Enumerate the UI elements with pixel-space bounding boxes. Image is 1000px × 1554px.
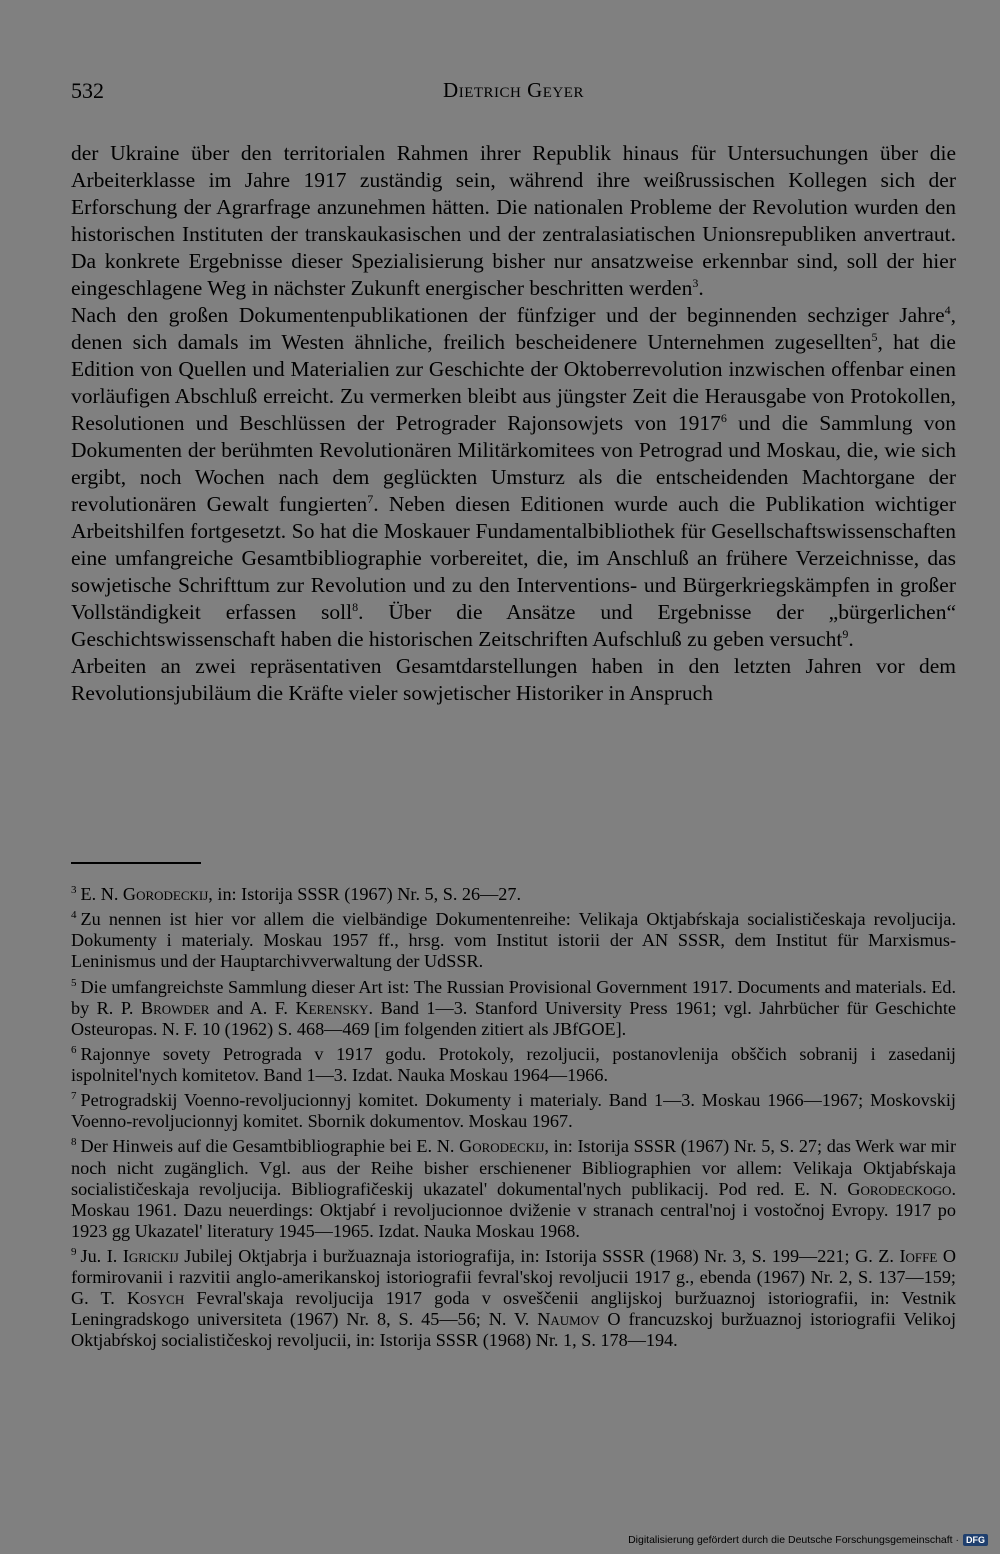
footnote-6: $^6$ Rajonnye sovety Petrograda v 1917 godu. Protokoly, rezoljucii, postanovlenija obščich sobranij i zasedanij ispolnitel'nych komitetov. Band 1—3. Izdat. Nauka Moskau 1964—1966. <box>71 1043 956 1085</box>
digitization-credit <box>628 1534 988 1546</box>
paragraph-1: der Ukraine über den territorialen Rahmen ihrer Republik hinaus für Untersuchungen über die Arbeiterklasse im Jahre 1917 zuständig sein, während ihre weißrussischen Kollegen sich der Erforschung der Agrarfrage anzunehmen hätten. Die nationalen Probleme der Revolution wurden den historischen Instituten der transkaukasischen und der zentralasiatischen Unionsrepubliken anvertraut. Da konkrete Ergebnisse dieser Spezialisierung bisher nur ansatzweise erkennbar sind, soll der hier eingeschlagene Weg in nächster Zukunft energischer beschritten werden$^3$. <box>71 141 956 300</box>
dfg-logo-icon: DFG <box>963 1534 988 1546</box>
footnote-rule <box>71 862 201 864</box>
footnote-ref: 7 <box>367 491 374 506</box>
footnote-ref: 3 <box>692 275 699 290</box>
footnote-ref: 4 <box>944 302 951 317</box>
paragraph-2: Nach den großen Dokumentenpublikationen der fünfziger und der beginnenden sechziger Jahre$^4$, denen sich damals im Westen ähnliche, freilich bescheidenere Unternehmen zugesellten$^5$, hat die Edition von Quellen und Materialien zur Geschichte der Oktoberrevolution inzwischen offenbar einen vorläufigen Abschluß erreicht. Zu vermerken bleibt aus jüngster Zeit die Herausgabe von Protokollen, Resolutionen und Beschlüssen der Petrograder Rajonsowjets von 1917$^6$ und die Sammlung von Dokumenten der berühmten Revolutionären Militärkomitees von Petrograd und Moskau, die, wie sich ergibt, noch Wochen nach dem geglückten Umsturz als die entscheidenden Machtorgane der revolutionären Gewalt fungierten$^7$. Neben diesen Editionen wurde auch die Publikation wichtiger Arbeitshilfen fortgesetzt. So hat die Moskauer Fundamentalbibliothek für Gesellschaftswissenschaften eine umfangreiche Gesamtbibliographie vorbereitet, die, im Anschluß an frühere Verzeichnisse, das sowjetische Schrifttum zur Revolution und zu den Interventions- und Bürgerkriegskämpfen in großer Vollständigkeit erfassen soll$^8$. Über die Ansätze und Ergebnisse der „bürgerlichen“ Geschichtswissenschaft haben die historischen Zeitschriften Aufschluß zu geben versucht$^9$. <box>71 302 956 651</box>
footnote-4: $^4$ Zu nennen ist hier vor allem die vielbändige Dokumentenreihe: Velikaja Oktjabŕskaja socialističeskaja revoljucija. Dokumenty i materialy. Moskau 1957 ff., hrsg. vom Institut istorii der AN SSSR, dem Institut für Marxismus-Leninismus und der Hauptarchivverwaltung der UdSSR. <box>71 909 956 972</box>
footnote-7: $^7$ Petrogradskij Voenno-revoljucionnyj komitet. Dokumenty i materialy. Band 1—3. Moskau 1966—1967; Moskovskij Voenno-revoljucionnyj komitet. Sbornik dokumentov. Moskau 1967. <box>71 1090 956 1132</box>
footnote-9: $^9$ Ju. I. Igrickij Jubilej Oktjabrja i buržuaznaja istoriografija, in: Istorija SSSR (1968) Nr. 3, S. 199—221; G. Z. Ioffe O formirovanii i razvitii anglo-amerikanskoj istoriografii fevral'skoj revoljucii 1917 g., ebenda (1967) Nr. 2, S. 137—159; G. T. Kosych Fevral'skaja revoljucija 1917 goda v osveščenii anglijskoj buržuaznoj istoriografii, in: Vestnik Leningradskogo universiteta (1967) Nr. 8, S. 45—56; N. V. Naumov O francuzskoj buržuaznoj istoriografii Velikoj Oktjabŕskoj socialističeskoj revoljucii, in: Istorija SSSR (1968) Nr. 1, S. 178—194. <box>71 1245 956 1351</box>
running-head: Dietrich Geyer <box>443 78 584 102</box>
page-header <box>71 78 956 108</box>
footnotes <box>71 880 956 1351</box>
footnote-3: $^3$ E. N. Gorodeckij, in: Istorija SSSR (1967) Nr. 5, S. 26—27. <box>71 884 522 905</box>
footnote-ref: 5 <box>871 329 878 344</box>
footnote-ref: 8 <box>352 599 359 614</box>
body-text <box>71 140 956 707</box>
footnote-8: $^8$ Der Hinweis auf die Gesamtbibliographie bei E. N. Gorodeckij, in: Istorija SSSR (1967) Nr. 5, S. 27; das Werk war mir noch nicht zugänglich. Vgl. aus der Reihe bisher erschienener Bibliographien vor allem: Velikaja Oktjabŕskaja socialističeskaja revoljucija. Bibliografičeskij ukazatel' dokumental'nych publikacij. Pod red. E. N. Gorodeckogo. Moskau 1961. Dazu neuerdings: Oktjabŕ i revoljucionnoe dviženie v stranach central'noj i vostočnoj Evropy. 1917 po 1923 gg Ukazatel' literatury 1945—1965. Izdat. Nauka Moskau 1968. <box>71 1136 956 1241</box>
credit-text: Digitalisierung gefördert durch die Deutsche Forschungsgemeinschaft · <box>628 1534 959 1546</box>
page-number: 532 <box>71 78 104 103</box>
footnote-ref: 9 <box>842 626 849 641</box>
footnote-5: $^5$ Die umfangreichste Sammlung dieser Art ist: The Russian Provisional Government 1917. Documents and materials. Ed. by R. P. Browder and A. F. Kerensky. Band 1—3. Stanford University Press 1961; vgl. Jahrbücher für Geschichte Osteuropas. N. F. 10 (1962) S. 468—469 [im folgenden zitiert als JBfGOE]. <box>71 976 956 1039</box>
paragraph-3: Arbeiten an zwei repräsentativen Gesamtdarstellungen haben in den letzten Jahren vor dem Revolutionsjubiläum die Kräfte vieler sowjetischer Historiker in Anspruch <box>71 654 956 705</box>
footnote-ref: 6 <box>720 410 727 425</box>
